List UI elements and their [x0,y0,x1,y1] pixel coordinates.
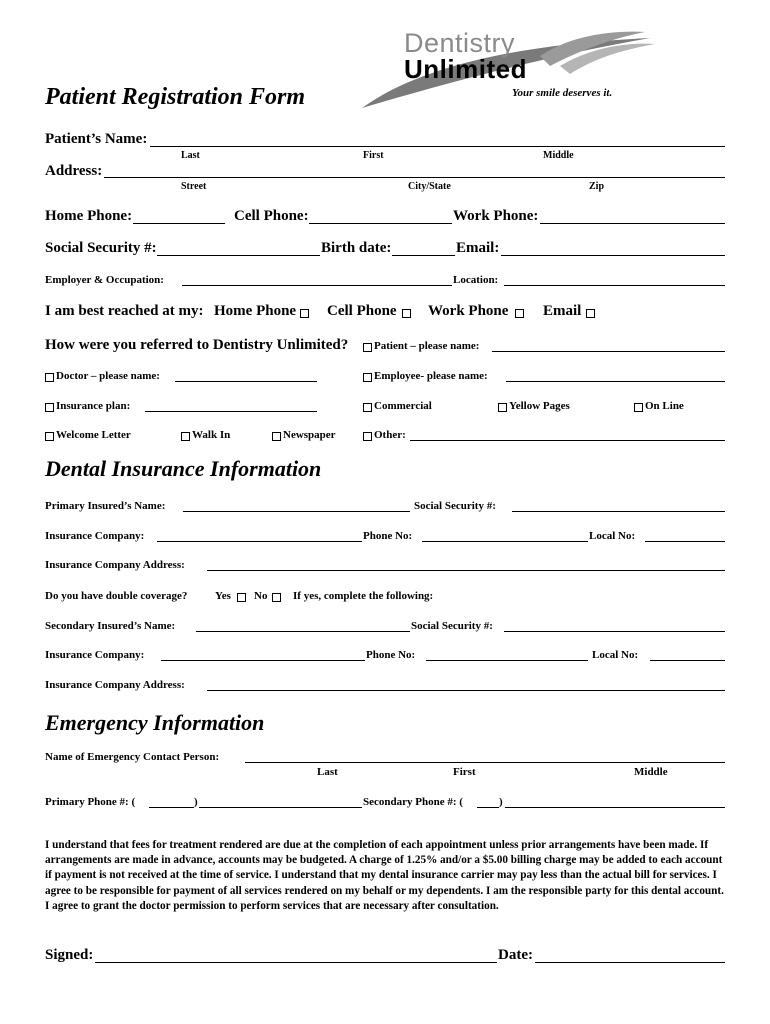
secondary-insured-label: Secondary Insured’s Name: [45,620,176,632]
referral-insurance-label: Insurance plan: [56,400,131,412]
primary-insured-label: Primary Insured’s Name: [45,500,166,512]
signature-date-field[interactable] [535,962,725,963]
reached-cell-checkbox[interactable] [402,309,411,318]
referral-newspaper-label: Newspaper [283,429,336,441]
middle-caption: Middle [543,150,574,161]
email-field[interactable] [501,255,725,256]
referral-employee-label: Employee- please name: [374,370,488,382]
zip-caption: Zip [589,181,605,192]
referral-question: How were you referred to Dentistry Unlimited? [45,337,349,353]
referral-doctor-label: Doctor – please name: [56,370,160,382]
emergency-middle-caption: Middle [634,766,668,778]
double-coverage-no-label: No [254,590,268,602]
primary-insured-field[interactable] [183,511,410,512]
location-label: Location: [453,274,499,286]
work-phone-field[interactable] [540,223,725,224]
home-phone-field[interactable] [133,223,225,224]
insurance-company-2-label: Insurance Company: [45,649,145,661]
cell-phone-label: Cell Phone: [234,208,309,224]
last-caption: Last [181,150,200,161]
ssn-label: Social Security #: [45,240,157,256]
insurance-address-field[interactable] [207,570,725,571]
reached-email-checkbox[interactable] [586,309,595,318]
local-no-field[interactable] [645,541,725,542]
agreement-text: I understand that fees for treatment rendered are due at the completion of each appointment unless prior arrangements have been made. If arrangements are made in advance, accounts may be budgeted. A charge of 1.25% and/or a $5.00 billing charge may be added to each account if payment is not received at the time of service. I understand that my dental insurance carrier may pay less than the actual bill for services. I agree to be responsible for payment of all services rendered on my behalf or my dependents. I am the responsible party for this dental account. I agree to grant the doctor permission to perform services that are necessary after consultation. [45,839,724,912]
address-label: Address: [45,163,103,179]
secondary-phone-area-field[interactable] [477,807,499,808]
primary-ssn-field[interactable] [512,511,725,512]
insurance-address-2-field[interactable] [207,690,725,691]
referral-commercial-label: Commercial [374,400,432,412]
birth-date-label: Birth date: [321,240,392,256]
work-phone-label: Work Phone: [453,208,539,224]
phone-no-field[interactable] [422,541,588,542]
date-label: Date: [498,947,533,963]
referral-patient-field[interactable] [492,351,725,352]
primary-phone-label: Primary Phone #: ( [45,796,136,808]
reached-work-label: Work Phone [428,303,509,319]
ssn-field[interactable] [157,255,320,256]
referral-welcome-checkbox[interactable] [45,432,54,441]
reached-email-label: Email [543,303,582,319]
birth-date-field[interactable] [392,255,455,256]
primary-phone-close-paren: ) [194,796,198,808]
logo-bottom-text: Unlimited [404,54,527,84]
reached-work-checkbox[interactable] [515,309,524,318]
double-coverage-yes-label: Yes [215,590,231,602]
double-coverage-no-checkbox[interactable] [272,593,281,602]
referral-employee-checkbox[interactable] [363,373,372,382]
referral-doctor-checkbox[interactable] [45,373,54,382]
local-no-2-field[interactable] [650,660,725,661]
city-state-caption: City/State [408,181,451,192]
referral-newspaper-checkbox[interactable] [272,432,281,441]
logo [360,26,660,112]
if-yes-label: If yes, complete the following: [293,590,434,602]
logo-top-text: Dentistry [404,28,516,58]
insurance-address-label: Insurance Company Address: [45,559,185,571]
secondary-phone-close-paren: ) [499,796,503,808]
reached-home-label: Home Phone [214,303,297,319]
emergency-last-caption: Last [317,766,338,778]
referral-other-checkbox[interactable] [363,432,372,441]
logo-tagline: Your smile deserves it. [512,87,613,99]
secondary-ssn-field[interactable] [504,631,725,632]
referral-commercial-checkbox[interactable] [363,403,372,412]
page-title: Patient Registration Form [45,84,306,110]
secondary-insured-field[interactable] [196,631,410,632]
referral-welcome-label: Welcome Letter [56,429,131,441]
referral-doctor-field[interactable] [175,381,317,382]
emergency-first-caption: First [453,766,476,778]
referral-insurance-checkbox[interactable] [45,403,54,412]
referral-online-checkbox[interactable] [634,403,643,412]
insurance-company-2-field[interactable] [161,660,365,661]
dental-insurance-heading: Dental Insurance Information [45,456,322,481]
referral-walk-in-checkbox[interactable] [181,432,190,441]
financial-agreement [45,838,727,914]
first-caption: First [363,150,384,161]
local-no-2-label: Local No: [592,649,639,661]
referral-patient-checkbox[interactable] [363,343,372,352]
primary-ssn-label: Social Security #: [414,500,496,512]
referral-insurance-field[interactable] [145,411,317,412]
referral-patient-label: Patient – please name: [374,340,480,352]
reached-cell-label: Cell Phone [327,303,397,319]
referral-yellow-pages-label: Yellow Pages [509,400,570,412]
double-coverage-question: Do you have double coverage? [45,590,188,602]
phone-no-label: Phone No: [363,530,413,542]
insurance-company-label: Insurance Company: [45,530,145,542]
phone-no-2-label: Phone No: [366,649,416,661]
referral-walk-in-label: Walk In [192,429,231,441]
referral-other-field[interactable] [410,440,725,441]
employer-field[interactable] [182,285,452,286]
referral-employee-field[interactable] [506,381,725,382]
signature-field[interactable] [95,962,497,963]
secondary-phone-label: Secondary Phone #: ( [363,796,463,808]
patient-name-label: Patient’s Name: [45,131,148,147]
secondary-ssn-label: Social Security #: [411,620,493,632]
reached-label: I am best reached at my: [45,303,204,319]
home-phone-label: Home Phone: [45,208,133,224]
address-field[interactable] [104,177,725,178]
employer-label: Employer & Occupation: [45,274,164,286]
primary-phone-area-field[interactable] [149,807,194,808]
emergency-contact-label: Name of Emergency Contact Person: [45,751,220,763]
email-label: Email: [456,240,500,256]
street-caption: Street [181,181,207,192]
primary-phone-field[interactable] [199,807,362,808]
phone-no-2-field[interactable] [426,660,588,661]
cell-phone-field[interactable] [309,223,452,224]
double-coverage-yes-checkbox[interactable] [237,593,246,602]
insurance-address-2-label: Insurance Company Address: [45,679,185,691]
signed-label: Signed: [45,947,94,963]
patient-name-field[interactable] [150,146,725,147]
referral-yellow-pages-checkbox[interactable] [498,403,507,412]
secondary-phone-field[interactable] [505,807,725,808]
local-no-label: Local No: [589,530,636,542]
insurance-company-field[interactable] [157,541,362,542]
location-field[interactable] [504,285,725,286]
referral-online-label: On Line [645,400,684,412]
reached-home-checkbox[interactable] [300,309,309,318]
referral-other-label: Other: [374,429,406,441]
emergency-contact-field[interactable] [245,762,725,763]
emergency-heading: Emergency Information [45,710,265,735]
